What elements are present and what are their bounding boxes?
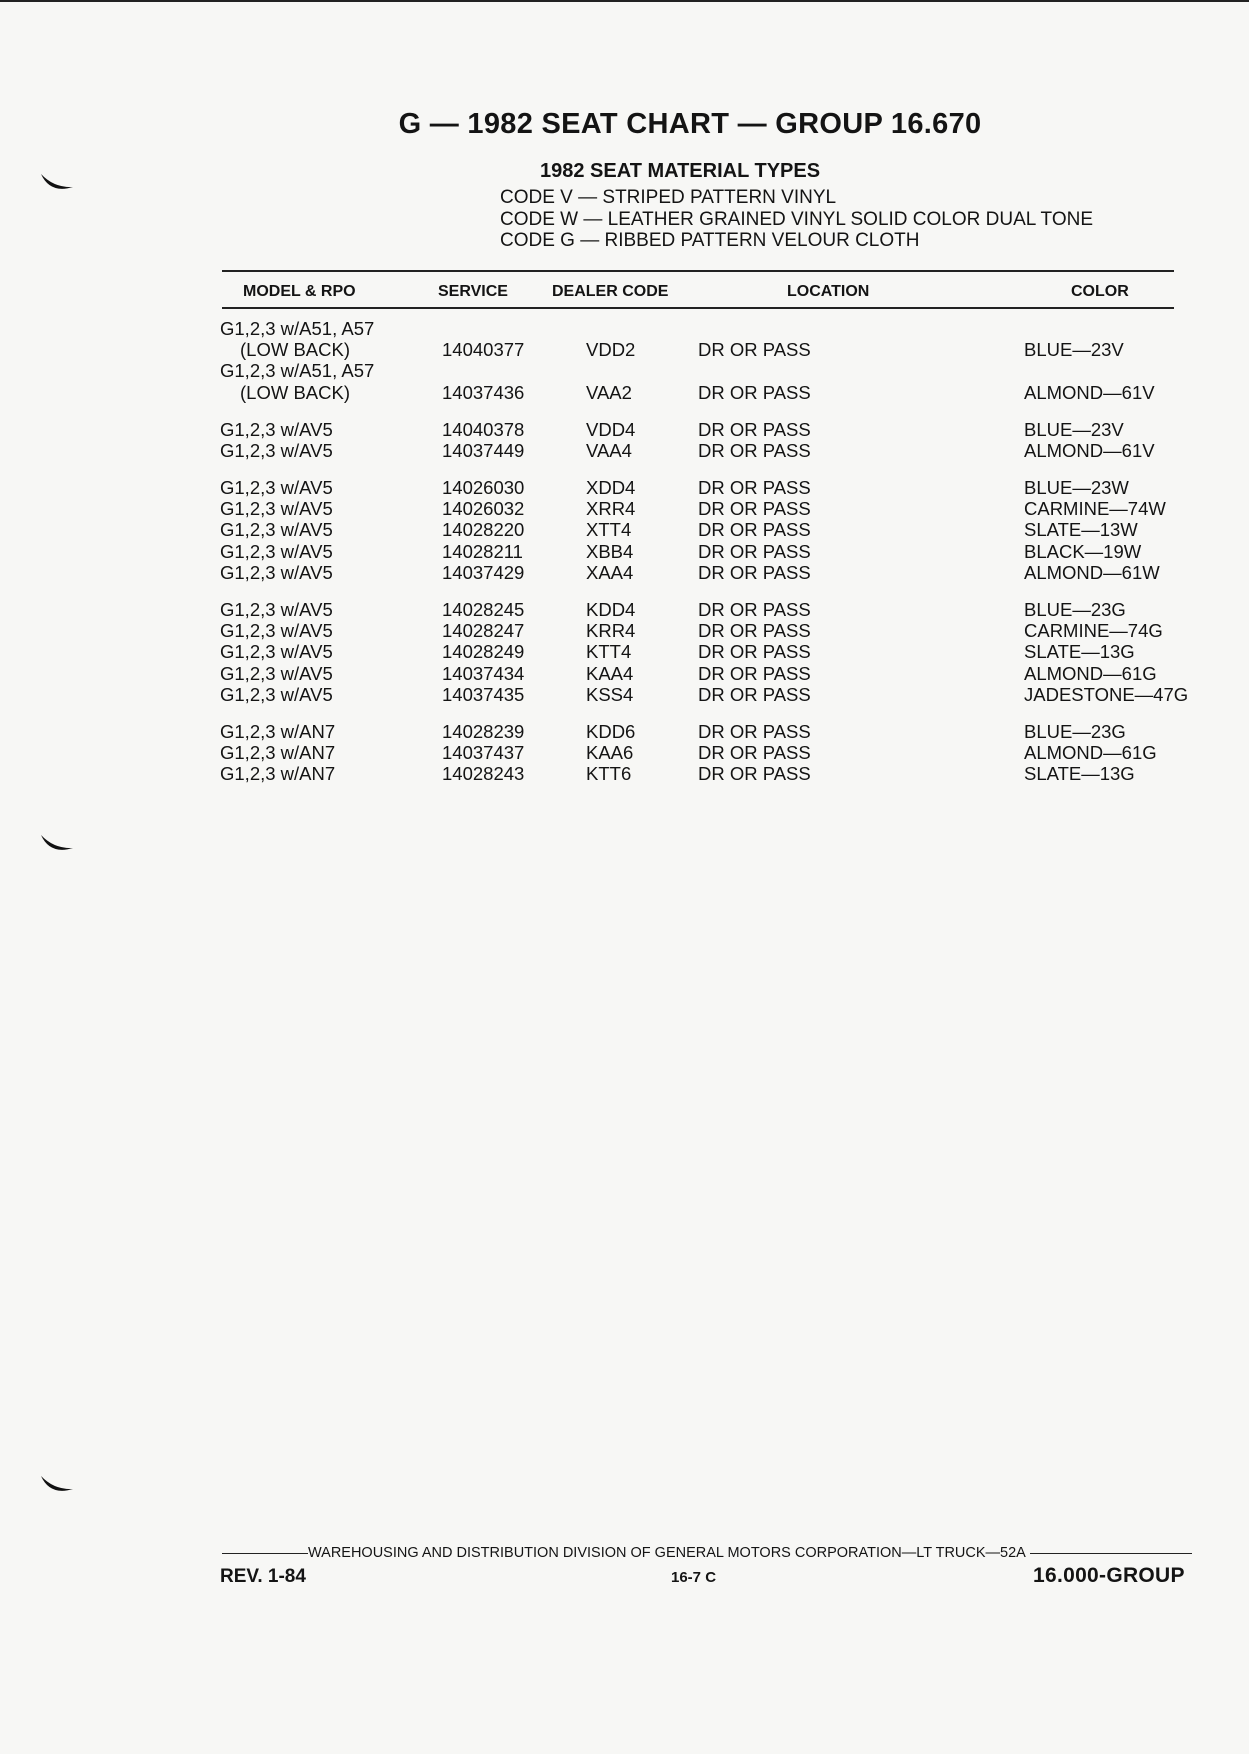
cell-dealer-code: XBB4 [586, 540, 634, 562]
cell-color: CARMINE—74G [1024, 620, 1163, 642]
header-location: LOCATION [787, 283, 870, 300]
revision-label: REV. 1-84 [220, 1566, 306, 1587]
cell-color: SLATE—13W [1024, 519, 1138, 541]
cell-dealer-code: VAA4 [586, 439, 632, 461]
cell-color: BLUE—23V [1024, 339, 1124, 361]
cell-service: 14037435 [442, 683, 525, 705]
cell-color: ALMOND—61V [1024, 439, 1155, 461]
cell-dealer-code: KTT4 [586, 641, 632, 663]
cell-service: 14028211 [442, 540, 523, 562]
cell-location: DR OR PASS [698, 742, 811, 763]
cell-model-rpo: G1,2,3 w/AV5 [220, 620, 333, 642]
cell-model-rpo: G1,2,3 w/AV5 [220, 519, 333, 541]
cell-service: 14028247 [442, 620, 525, 642]
cell-location: DR OR PASS [698, 339, 811, 361]
cell-model-rpo: G1,2,3 w/A51, A57 [220, 318, 375, 339]
cell-model-rpo: G1,2,3 w/AV5 [220, 561, 333, 583]
cell-color: JADESTONE—47G [1024, 683, 1189, 705]
cell-model-rpo: G1,2,3 w/AV5 [220, 418, 333, 440]
cell-service: 14037437 [442, 742, 525, 763]
cell-model-rpo: G1,2,3 w/AV5 [220, 641, 333, 663]
cell-model-rpo: G1,2,3 w/AV5 [220, 598, 333, 620]
footer-right-dash [1030, 1553, 1192, 1554]
cell-dealer-code: KAA4 [586, 662, 634, 684]
cell-location: DR OR PASS [698, 561, 811, 583]
cell-model-rpo: G1,2,3 w/AV5 [220, 439, 333, 461]
cell-color: ALMOND—61W [1024, 561, 1160, 583]
cell-dealer-code: XTT4 [586, 519, 632, 541]
group-number: 16.000-GROUP [1033, 1564, 1185, 1587]
cell-color: ALMOND—61G [1024, 662, 1157, 684]
cell-color: SLATE—13G [1024, 641, 1135, 663]
cell-location: DR OR PASS [698, 519, 811, 541]
cell-dealer-code: KDD6 [586, 720, 636, 742]
material-types-heading: 1982 SEAT MATERIAL TYPES [540, 160, 821, 182]
cell-color: SLATE—13G [1024, 763, 1135, 785]
cell-model-rpo: G1,2,3 w/A51, A57 [220, 360, 375, 382]
cell-dealer-code: KTT6 [586, 763, 632, 785]
cell-dealer-code: KAA6 [586, 742, 634, 763]
cell-location: DR OR PASS [698, 662, 811, 684]
cell-location: DR OR PASS [698, 477, 811, 498]
cell-service: 14040378 [442, 418, 525, 440]
cell-location: DR OR PASS [698, 763, 811, 785]
cell-location: DR OR PASS [698, 418, 811, 440]
cell-service: 14037434 [442, 662, 525, 684]
cell-color: BLACK—19W [1024, 540, 1142, 562]
cell-service: 14028239 [442, 720, 525, 742]
cell-location: DR OR PASS [698, 381, 811, 403]
header-dealer-code: DEALER CODE [552, 283, 669, 300]
cell-location: DR OR PASS [698, 439, 811, 461]
cell-dealer-code: VDD2 [586, 339, 636, 361]
top-edge-rule [0, 0, 1249, 2]
cell-location: DR OR PASS [698, 620, 811, 642]
cell-location: DR OR PASS [698, 683, 811, 705]
cell-service: 14037429 [442, 561, 525, 583]
binder-hole-mark [40, 833, 74, 855]
table-top-rule [222, 270, 1174, 272]
cell-dealer-code: XRR4 [586, 498, 636, 520]
cell-model-rpo: G1,2,3 w/AV5 [220, 498, 333, 520]
cell-color: BLUE—23G [1024, 720, 1126, 742]
page-number: 16-7 C [671, 1569, 717, 1586]
footer-org-line [222, 1545, 1192, 1561]
cell-service: 14037449 [442, 439, 525, 461]
cell-model-rpo: G1,2,3 w/AN7 [220, 742, 336, 763]
cell-service: 14026030 [442, 477, 525, 498]
cell-model-rpo: G1,2,3 w/AN7 [220, 720, 336, 742]
cell-dealer-code: XAA4 [586, 561, 634, 583]
cell-model-rpo: G1,2,3 w/AV5 [220, 540, 333, 562]
cell-dealer-code: VAA2 [586, 381, 632, 403]
cell-model-rpo: G1,2,3 w/AV5 [220, 662, 333, 684]
cell-dealer-code: VDD4 [586, 418, 636, 440]
cell-model-rpo-note: (LOW BACK) [240, 339, 350, 361]
cell-color: BLUE—23V [1024, 418, 1124, 440]
cell-service: 14028220 [442, 519, 525, 541]
material-code-w: CODE W — LEATHER GRAINED VINYL SOLID COLOR DUAL TONE [500, 209, 1093, 230]
cell-model-rpo: G1,2,3 w/AV5 [220, 477, 333, 498]
header-model-rpo: MODEL & RPO [243, 283, 356, 300]
cell-color: ALMOND—61V [1024, 381, 1155, 403]
cell-dealer-code: XDD4 [586, 477, 636, 498]
table-header-rule [222, 307, 1174, 309]
cell-color: ALMOND—61G [1024, 742, 1157, 763]
cell-color: BLUE—23G [1024, 598, 1126, 620]
material-code-v: CODE V — STRIPED PATTERN VINYL [500, 187, 837, 208]
binder-hole-mark [40, 172, 74, 194]
cell-model-rpo: G1,2,3 w/AN7 [220, 763, 336, 785]
footer-org-text: WAREHOUSING AND DISTRIBUTION DIVISION OF GENERAL MOTORS CORPORATION—LT TRUCK—52A [308, 1545, 1026, 1561]
cell-color: CARMINE—74W [1024, 498, 1166, 520]
cell-location: DR OR PASS [698, 641, 811, 663]
binder-hole-mark [40, 1474, 74, 1496]
cell-service: 14040377 [442, 339, 525, 361]
cell-dealer-code: KSS4 [586, 683, 634, 705]
cell-service: 14028243 [442, 763, 525, 785]
header-color: COLOR [1071, 283, 1129, 300]
cell-service: 14026032 [442, 498, 525, 520]
cell-color: BLUE—23W [1024, 477, 1129, 498]
page-title: G — 1982 SEAT CHART — GROUP 16.670 [398, 108, 982, 140]
cell-service: 14028245 [442, 598, 525, 620]
cell-model-rpo-note: (LOW BACK) [240, 381, 350, 403]
cell-location: DR OR PASS [698, 498, 811, 520]
cell-service: 14037436 [442, 381, 525, 403]
cell-dealer-code: KRR4 [586, 620, 636, 642]
cell-location: DR OR PASS [698, 720, 811, 742]
cell-location: DR OR PASS [698, 540, 811, 562]
cell-service: 14028249 [442, 641, 525, 663]
cell-dealer-code: KDD4 [586, 598, 636, 620]
material-code-g: CODE G — RIBBED PATTERN VELOUR CLOTH [500, 230, 920, 251]
footer-left-dash [222, 1553, 308, 1554]
cell-model-rpo: G1,2,3 w/AV5 [220, 683, 333, 705]
cell-location: DR OR PASS [698, 598, 811, 620]
header-service: SERVICE [438, 283, 508, 300]
